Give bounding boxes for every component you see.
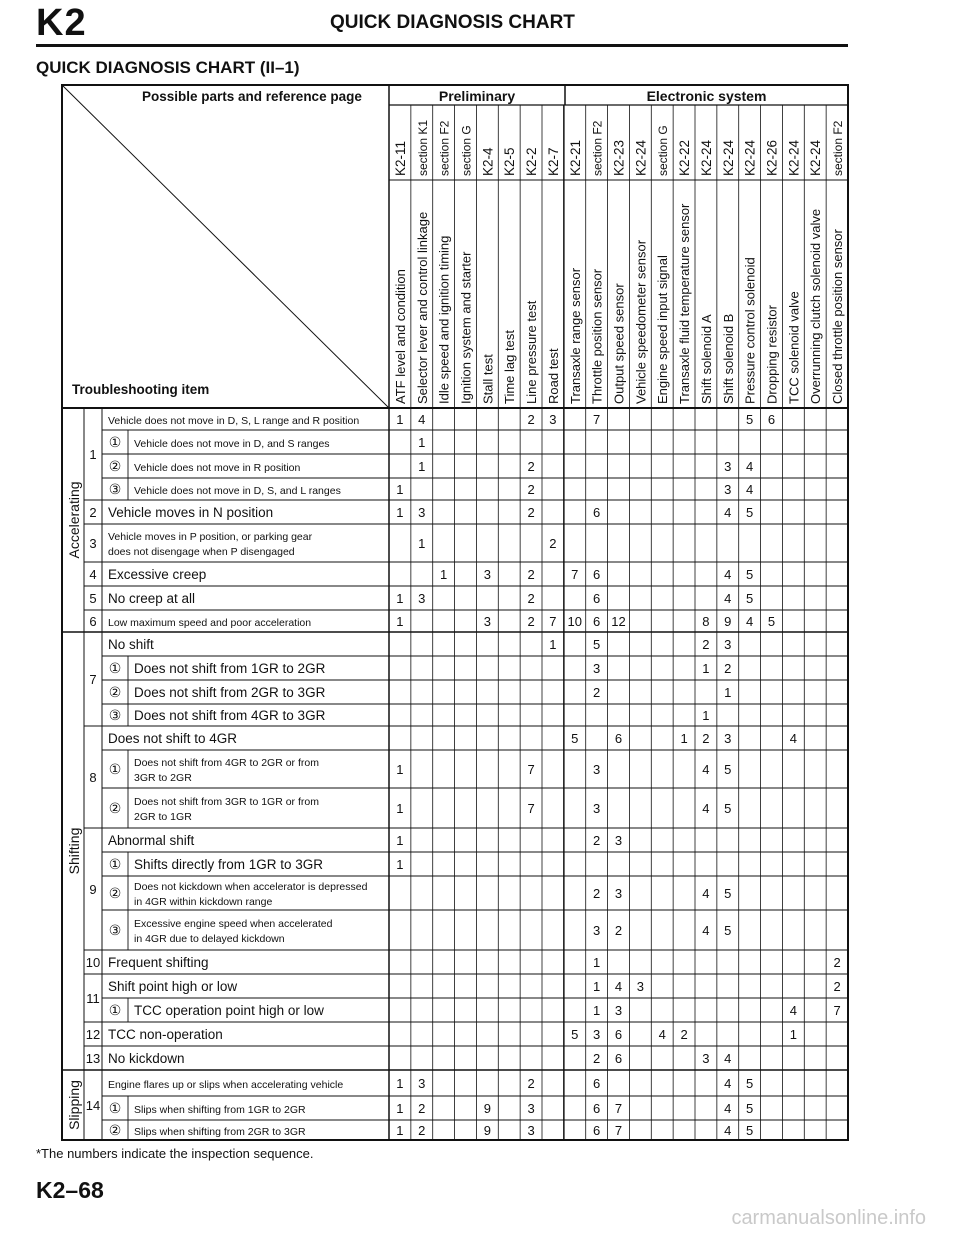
inspection-sequence-value: 1 <box>593 955 601 970</box>
column-part-name: Throttle position sensor <box>589 268 605 404</box>
inspection-sequence-value: 5 <box>746 1101 754 1116</box>
inspection-sequence-value: 4 <box>724 1101 732 1116</box>
troubleshooting-item: Slips when shifting from 1GR to 2GR <box>134 1104 306 1116</box>
item-number: 2 <box>89 505 97 520</box>
column-reference: K2-2 <box>524 147 540 176</box>
troubleshooting-item: Does not shift from 2GR to 3GR <box>134 685 326 700</box>
inspection-sequence-value: 7 <box>593 412 601 427</box>
inspection-sequence-value: 5 <box>746 591 754 606</box>
inspection-sequence-value: 2 <box>527 614 535 629</box>
column-part-name: Shift solenoid A <box>698 314 714 404</box>
column-reference: K2-23 <box>611 139 627 176</box>
column-part-name: Selector lever and control linkage <box>414 211 430 404</box>
troubleshooting-item: Frequent shifting <box>108 955 209 970</box>
column-part-name: Overrunning clutch solenoid valve <box>808 208 824 404</box>
troubleshooting-item: Vehicle moves in P position, or parking gear <box>108 531 313 543</box>
inspection-sequence-value: 1 <box>396 857 404 872</box>
item-number: 8 <box>89 770 97 785</box>
inspection-sequence-value: 4 <box>702 762 710 777</box>
inspection-sequence-value: 4 <box>746 459 754 474</box>
inspection-sequence-value: 2 <box>527 412 535 427</box>
troubleshooting-item-line2: in 4GR due to delayed kickdown <box>134 933 285 945</box>
sub-item-marker: ① <box>108 434 122 450</box>
item-number: 7 <box>89 672 97 687</box>
inspection-sequence-value: 4 <box>702 886 710 901</box>
inspection-sequence-value: 7 <box>571 567 579 582</box>
inspection-sequence-value: 4 <box>724 1076 732 1091</box>
inspection-sequence-value: 5 <box>571 731 579 746</box>
column-reference: K2-24 <box>698 139 714 176</box>
inspection-sequence-value: 2 <box>593 833 601 848</box>
inspection-sequence-value: 5 <box>593 637 601 652</box>
troubleshooting-item: Shifts directly from 1GR to 3GR <box>134 857 324 872</box>
inspection-sequence-value: 2 <box>593 1051 601 1066</box>
inspection-sequence-value: 2 <box>702 731 710 746</box>
troubleshooting-item: Excessive creep <box>108 567 207 582</box>
inspection-sequence-value: 5 <box>767 614 776 629</box>
inspection-sequence-value: 3 <box>614 833 623 848</box>
troubleshooting-item: Shift point high or low <box>108 979 238 994</box>
inspection-sequence-value: 3 <box>593 762 601 777</box>
troubleshooting-item: Vehicle does not move in D, and S ranges <box>134 438 330 450</box>
inspection-sequence-value: 7 <box>527 762 535 777</box>
troubleshooting-item: Does not kickdown when accelerator is depressed <box>134 881 368 893</box>
inspection-sequence-value: 1 <box>593 979 601 994</box>
inspection-sequence-value: 6 <box>593 1123 601 1138</box>
inspection-sequence-value: 6 <box>614 1027 623 1042</box>
troubleshooting-item: Does not shift from 4GR to 3GR <box>134 708 326 723</box>
troubleshooting-item: Does not shift from 3GR to 1GR or from <box>134 796 319 808</box>
inspection-sequence-value: 1 <box>396 505 404 520</box>
group-preliminary: Preliminary <box>438 88 516 104</box>
column-part-name: Shift solenoid B <box>720 313 736 404</box>
inspection-sequence-value: 1 <box>440 567 448 582</box>
inspection-sequence-value: 1 <box>418 536 426 551</box>
inspection-sequence-value: 3 <box>527 1123 535 1138</box>
inspection-sequence-value: 3 <box>593 661 601 676</box>
column-reference: K2-22 <box>677 139 693 176</box>
inspection-sequence-value: 9 <box>483 1101 491 1116</box>
item-number: 9 <box>89 882 97 897</box>
troubleshooting-item: Abnormal shift <box>108 833 195 848</box>
inspection-sequence-value: 4 <box>724 567 732 582</box>
inspection-sequence-value: 7 <box>614 1101 623 1116</box>
inspection-sequence-value: 4 <box>658 1027 666 1042</box>
troubleshooting-item: Vehicle does not move in D, S, and L ranges <box>134 485 341 497</box>
inspection-sequence-value: 6 <box>593 567 601 582</box>
inspection-sequence-value: 5 <box>746 1123 754 1138</box>
inspection-sequence-value: 4 <box>746 482 754 497</box>
inspection-sequence-value: 2 <box>833 955 841 970</box>
watermark: carmanualsonline.info <box>731 1207 926 1229</box>
troubleshooting-item: No shift <box>108 637 154 652</box>
troubleshooting-item: Vehicle moves in N position <box>108 505 274 520</box>
column-part-name: Output speed sensor <box>611 283 627 404</box>
inspection-sequence-value: 6 <box>614 731 623 746</box>
inspection-sequence-value: 5 <box>746 412 754 427</box>
column-part-name: Engine speed input signal <box>655 255 671 404</box>
troubleshooting-item: Does not shift from 4GR to 2GR or from <box>134 757 319 769</box>
inspection-sequence-value: 1 <box>396 801 404 816</box>
column-part-name: Closed throttle position sensor <box>830 229 846 404</box>
troubleshooting-item: Low maximum speed and poor acceleration <box>108 617 312 629</box>
item-number: 11 <box>86 991 100 1006</box>
inspection-sequence-value: 7 <box>527 801 535 816</box>
inspection-sequence-value: 2 <box>418 1123 426 1138</box>
inspection-sequence-value: 5 <box>724 923 732 938</box>
inspection-sequence-value: 6 <box>593 1076 601 1091</box>
troubleshooting-item: Excessive engine speed when accelerated <box>134 918 333 930</box>
inspection-sequence-value: 4 <box>789 731 797 746</box>
column-reference: K2-24 <box>808 139 824 176</box>
chart-title: QUICK DIAGNOSIS CHART (II–1) <box>36 58 300 77</box>
inspection-sequence-value: 1 <box>396 1101 404 1116</box>
column-part-name: Time lag test <box>502 330 518 404</box>
inspection-sequence-value: 3 <box>483 567 491 582</box>
inspection-sequence-value: 5 <box>746 505 754 520</box>
column-part-name: TCC solenoid valve <box>786 291 802 404</box>
inspection-sequence-value: 2 <box>527 482 535 497</box>
inspection-sequence-value: 1 <box>549 637 557 652</box>
inspection-sequence-value: 1 <box>396 762 404 777</box>
inspection-sequence-value: 2 <box>527 1076 535 1091</box>
troubleshooting-item: No creep at all <box>108 591 196 606</box>
column-reference: section K1 <box>415 119 430 176</box>
column-reference: K2-26 <box>764 139 780 176</box>
inspection-sequence-value: 1 <box>593 1003 601 1018</box>
inspection-sequence-value: 3 <box>593 923 601 938</box>
inspection-sequence-value: 1 <box>396 412 404 427</box>
inspection-sequence-value: 3 <box>636 979 644 994</box>
footnote: *The numbers indicate the inspection sequence. <box>36 1146 314 1161</box>
column-reference: K2-24 <box>742 139 758 176</box>
category-label: Shifting <box>66 827 82 875</box>
column-part-name: Line pressure test <box>524 300 540 404</box>
section-code: K2 <box>36 2 87 44</box>
column-reference: K2-21 <box>567 139 583 176</box>
inspection-sequence-value: 6 <box>593 505 601 520</box>
column-reference: section F2 <box>590 120 605 176</box>
troubleshooting-item: Slips when shifting from 2GR to 3GR <box>134 1126 306 1138</box>
troubleshooting-item-line2: in 4GR within kickdown range <box>134 896 273 908</box>
inspection-sequence-value: 2 <box>593 886 601 901</box>
inspection-sequence-value: 1 <box>702 708 710 723</box>
inspection-sequence-value: 6 <box>614 1051 623 1066</box>
inspection-sequence-value: 3 <box>724 731 732 746</box>
troubleshooting-item: No kickdown <box>108 1051 185 1066</box>
column-part-name: Vehicle speedometer sensor <box>633 239 649 404</box>
column-reference: section G <box>656 125 671 176</box>
column-reference: K2-11 <box>392 140 408 176</box>
sub-item-marker: ① <box>108 660 122 676</box>
item-number: 14 <box>85 1098 101 1113</box>
inspection-sequence-value: 2 <box>549 536 557 551</box>
column-part-name: Transaxle fluid temperature sensor <box>677 203 693 404</box>
sub-item-marker: ② <box>108 684 122 700</box>
inspection-sequence-value: 2 <box>527 591 535 606</box>
column-reference: K2-4 <box>480 147 496 176</box>
inspection-sequence-value: 3 <box>724 637 732 652</box>
inspection-sequence-value: 5 <box>746 567 754 582</box>
group-electronic-system: Electronic system <box>646 88 767 104</box>
inspection-sequence-value: 1 <box>418 435 426 450</box>
sub-item-marker: ① <box>108 1002 122 1018</box>
inspection-sequence-value: 9 <box>724 614 732 629</box>
inspection-sequence-value: 8 <box>702 614 710 629</box>
inspection-sequence-value: 2 <box>527 567 535 582</box>
troubleshooting-item-label: Troubleshooting item <box>72 382 210 397</box>
inspection-sequence-value: 1 <box>724 685 732 700</box>
inspection-sequence-value: 6 <box>767 412 776 427</box>
inspection-sequence-value: 1 <box>702 661 710 676</box>
sub-item-marker: ③ <box>108 707 122 723</box>
column-part-name: Transaxle range sensor <box>567 267 583 404</box>
inspection-sequence-value: 3 <box>418 591 426 606</box>
inspection-sequence-value: 5 <box>724 886 732 901</box>
sub-item-marker: ① <box>108 856 122 872</box>
inspection-sequence-value: 2 <box>614 923 623 938</box>
sub-item-marker: ① <box>108 761 122 777</box>
inspection-sequence-value: 2 <box>833 979 841 994</box>
inspection-sequence-value: 1 <box>396 1076 404 1091</box>
sub-item-marker: ② <box>108 800 122 816</box>
inspection-sequence-value: 6 <box>593 1101 601 1116</box>
column-reference: section G <box>459 125 474 176</box>
category-label: Slipping <box>66 1080 82 1130</box>
inspection-sequence-value: 4 <box>724 1051 732 1066</box>
column-part-name: ATF level and condition <box>392 269 408 404</box>
troubleshooting-item: Vehicle does not move in D, S, L range and R position <box>108 415 360 427</box>
inspection-sequence-value: 5 <box>571 1027 579 1042</box>
troubleshooting-item: Does not shift from 1GR to 2GR <box>134 661 326 676</box>
item-number: 10 <box>85 955 101 970</box>
inspection-sequence-value: 6 <box>593 614 601 629</box>
inspection-sequence-value: 3 <box>549 412 557 427</box>
troubleshooting-item: TCC non-operation <box>108 1027 223 1042</box>
item-number: 3 <box>89 536 97 551</box>
column-part-name: Stall test <box>480 354 496 404</box>
inspection-sequence-value: 1 <box>418 459 426 474</box>
inspection-sequence-value: 10 <box>567 614 583 629</box>
sub-item-marker: ③ <box>108 922 122 938</box>
troubleshooting-item-line2: 2GR to 1GR <box>134 811 192 823</box>
inspection-sequence-value: 4 <box>702 923 710 938</box>
inspection-sequence-value: 2 <box>702 637 710 652</box>
column-part-name: Dropping resistor <box>764 305 780 404</box>
troubleshooting-item: Vehicle does not move in R position <box>134 462 301 474</box>
inspection-sequence-value: 1 <box>396 833 404 848</box>
item-number: 13 <box>85 1051 101 1066</box>
troubleshooting-item: Does not shift to 4GR <box>108 731 238 746</box>
sub-item-marker: ① <box>108 1100 122 1116</box>
column-reference: K2-7 <box>545 147 561 176</box>
sub-item-marker: ② <box>108 885 122 901</box>
item-number: 12 <box>85 1027 101 1042</box>
inspection-sequence-value: 4 <box>614 979 623 994</box>
inspection-sequence-value: 9 <box>483 1123 491 1138</box>
troubleshooting-item-line2: does not disengage when P disengaged <box>108 546 295 558</box>
inspection-sequence-value: 2 <box>418 1101 426 1116</box>
inspection-sequence-value: 4 <box>724 505 732 520</box>
inspection-sequence-value: 3 <box>614 1003 623 1018</box>
column-reference: K2-5 <box>502 147 518 176</box>
column-part-name: Pressure control solenoid <box>742 257 758 404</box>
inspection-sequence-value: 4 <box>418 412 426 427</box>
page-header-title: QUICK DIAGNOSIS CHART <box>330 12 575 33</box>
inspection-sequence-value: 5 <box>724 801 732 816</box>
troubleshooting-item: Engine flares up or slips when accelerating vehicle <box>108 1079 344 1091</box>
inspection-sequence-value: 3 <box>614 886 623 901</box>
sub-item-marker: ② <box>108 458 122 474</box>
sub-item-marker: ② <box>108 1122 122 1138</box>
page-code: K2–68 <box>36 1177 104 1203</box>
inspection-sequence-value: 3 <box>593 801 601 816</box>
inspection-sequence-value: 3 <box>418 1076 426 1091</box>
inspection-sequence-value: 4 <box>789 1003 797 1018</box>
inspection-sequence-value: 1 <box>396 482 404 497</box>
parts-reference-label: Possible parts and reference page <box>142 89 362 104</box>
inspection-sequence-value: 2 <box>527 505 535 520</box>
inspection-sequence-value: 2 <box>680 1027 688 1042</box>
inspection-sequence-value: 2 <box>593 685 601 700</box>
inspection-sequence-value: 12 <box>611 614 626 629</box>
troubleshooting-item: TCC operation point high or low <box>134 1003 324 1018</box>
inspection-sequence-value: 1 <box>680 731 688 746</box>
item-number: 6 <box>89 614 97 629</box>
column-part-name: Road test <box>545 348 561 404</box>
column-reference: K2-24 <box>633 139 649 176</box>
inspection-sequence-value: 3 <box>527 1101 535 1116</box>
inspection-sequence-value: 3 <box>483 614 491 629</box>
inspection-sequence-value: 3 <box>702 1051 710 1066</box>
troubleshooting-item-line2: 3GR to 2GR <box>134 772 192 784</box>
inspection-sequence-value: 1 <box>396 1123 404 1138</box>
column-reference: section F2 <box>831 120 846 176</box>
inspection-sequence-value: 3 <box>724 482 732 497</box>
inspection-sequence-value: 7 <box>833 1003 841 1018</box>
column-part-name: Idle speed and ignition timing <box>436 235 452 404</box>
inspection-sequence-value: 7 <box>549 614 557 629</box>
inspection-sequence-value: 1 <box>396 591 404 606</box>
inspection-sequence-value: 3 <box>593 1027 601 1042</box>
inspection-sequence-value: 4 <box>724 1123 732 1138</box>
sub-item-marker: ③ <box>108 481 122 497</box>
inspection-sequence-value: 1 <box>789 1027 797 1042</box>
inspection-sequence-value: 6 <box>593 591 601 606</box>
inspection-sequence-value: 3 <box>418 505 426 520</box>
column-part-name: Ignition system and starter <box>458 251 474 404</box>
inspection-sequence-value: 1 <box>396 614 404 629</box>
inspection-sequence-value: 4 <box>724 591 732 606</box>
inspection-sequence-value: 4 <box>702 801 710 816</box>
column-reference: section F2 <box>437 120 452 176</box>
column-reference: K2-24 <box>720 139 736 176</box>
inspection-sequence-value: 3 <box>724 459 732 474</box>
item-number: 1 <box>89 447 97 462</box>
inspection-sequence-value: 2 <box>724 661 732 676</box>
inspection-sequence-value: 2 <box>527 459 535 474</box>
item-number: 5 <box>89 591 97 606</box>
inspection-sequence-value: 5 <box>746 1076 754 1091</box>
inspection-sequence-value: 4 <box>746 614 754 629</box>
inspection-sequence-value: 5 <box>724 762 732 777</box>
column-reference: K2-24 <box>786 139 802 176</box>
inspection-sequence-value: 7 <box>614 1123 623 1138</box>
item-number: 4 <box>89 567 97 582</box>
corner-diagonal <box>62 85 389 408</box>
category-label: Accelerating <box>66 481 82 559</box>
